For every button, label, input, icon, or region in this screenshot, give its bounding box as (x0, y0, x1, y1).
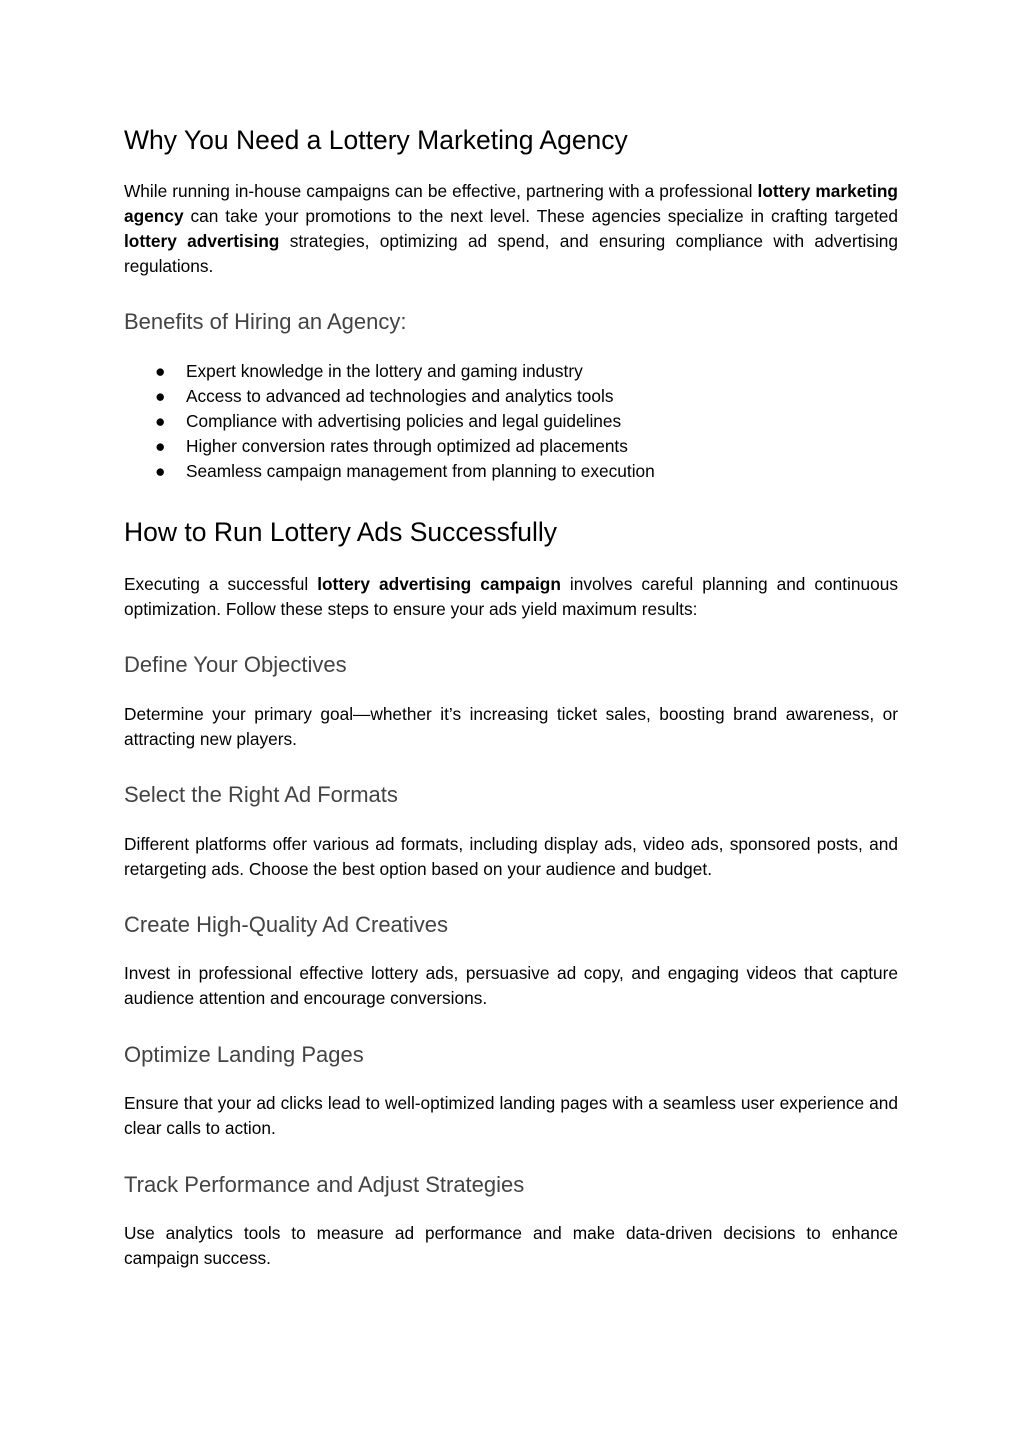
list-item (124, 459, 898, 484)
bullet-icon: ● (155, 436, 166, 456)
step-body-objectives: Determine your primary goal—whether it’s increasing ticket sales, boosting brand awareness, or attracting new players. (124, 704, 898, 749)
list-item-text: Expert knowledge in the lottery and gaming industry (186, 361, 583, 381)
why-intro-text-1: While running in-house campaigns can be effective, partnering with a professional (124, 181, 758, 201)
list-item-text: Access to advanced ad technologies and analytics tools (186, 386, 614, 406)
benefits-list (124, 359, 898, 484)
step-heading-objectives: Define Your Objectives (124, 652, 347, 677)
why-intro-bold-1: lottery marketing agency (124, 181, 898, 226)
step-heading-ad-formats: Select the Right Ad Formats (124, 782, 398, 807)
step-body-track-performance: Use analytics tools to measure ad performance and make data-driven decisions to enhance campaign success. (124, 1223, 898, 1268)
list-item (124, 434, 898, 459)
why-intro-paragraph (124, 179, 898, 279)
why-intro-text-3: strategies, optimizing ad spend, and ensuring compliance with advertising regulations. (124, 231, 899, 276)
benefits-heading: Benefits of Hiring an Agency: (124, 309, 407, 334)
list-item-text: Compliance with advertising policies and legal guidelines (186, 411, 622, 431)
step-body-ad-creatives: Invest in professional effective lottery ads, persuasive ad copy, and engaging videos that capture audience attention and encourage conversions. (124, 963, 898, 1008)
bullet-icon: ● (155, 461, 166, 481)
step-body-landing-pages: Ensure that your ad clicks lead to well-optimized landing pages with a seamless user experience and clear calls to action. (124, 1093, 898, 1138)
how-intro-paragraph (124, 572, 898, 622)
list-item-text: Seamless campaign management from planning to execution (186, 461, 655, 481)
step-heading-track-performance: Track Performance and Adjust Strategies (124, 1172, 525, 1197)
bullet-icon: ● (155, 386, 166, 406)
how-intro-text-2: involves careful planning and continuous optimization. Follow these steps to ensure your ads yield maximum results: (124, 574, 899, 619)
list-item-text: Higher conversion rates through optimized ad placements (186, 436, 628, 456)
list-item (124, 384, 898, 409)
bullet-icon: ● (155, 411, 166, 431)
how-intro-text-1: Executing a successful (124, 574, 318, 594)
step-body-ad-formats: Different platforms offer various ad formats, including display ads, video ads, sponsored posts, and retargeting ads. Choose the best option based on your audience and budget. (124, 834, 898, 879)
bullet-icon: ● (155, 361, 166, 381)
step-heading-ad-creatives: Create High-Quality Ad Creatives (124, 912, 449, 937)
section-title-why: Why You Need a Lottery Marketing Agency (124, 125, 628, 155)
step-heading-landing-pages: Optimize Landing Pages (124, 1042, 364, 1067)
why-intro-text-2: can take your promotions to the next level. These agencies specialize in crafting targeted (183, 206, 898, 226)
list-item (124, 409, 898, 434)
why-intro-bold-2: lottery advertising (124, 231, 280, 251)
section-title-how: How to Run Lottery Ads Successfully (124, 517, 558, 547)
list-item (124, 359, 898, 384)
how-intro-bold-1: lottery advertising campaign (317, 574, 561, 594)
